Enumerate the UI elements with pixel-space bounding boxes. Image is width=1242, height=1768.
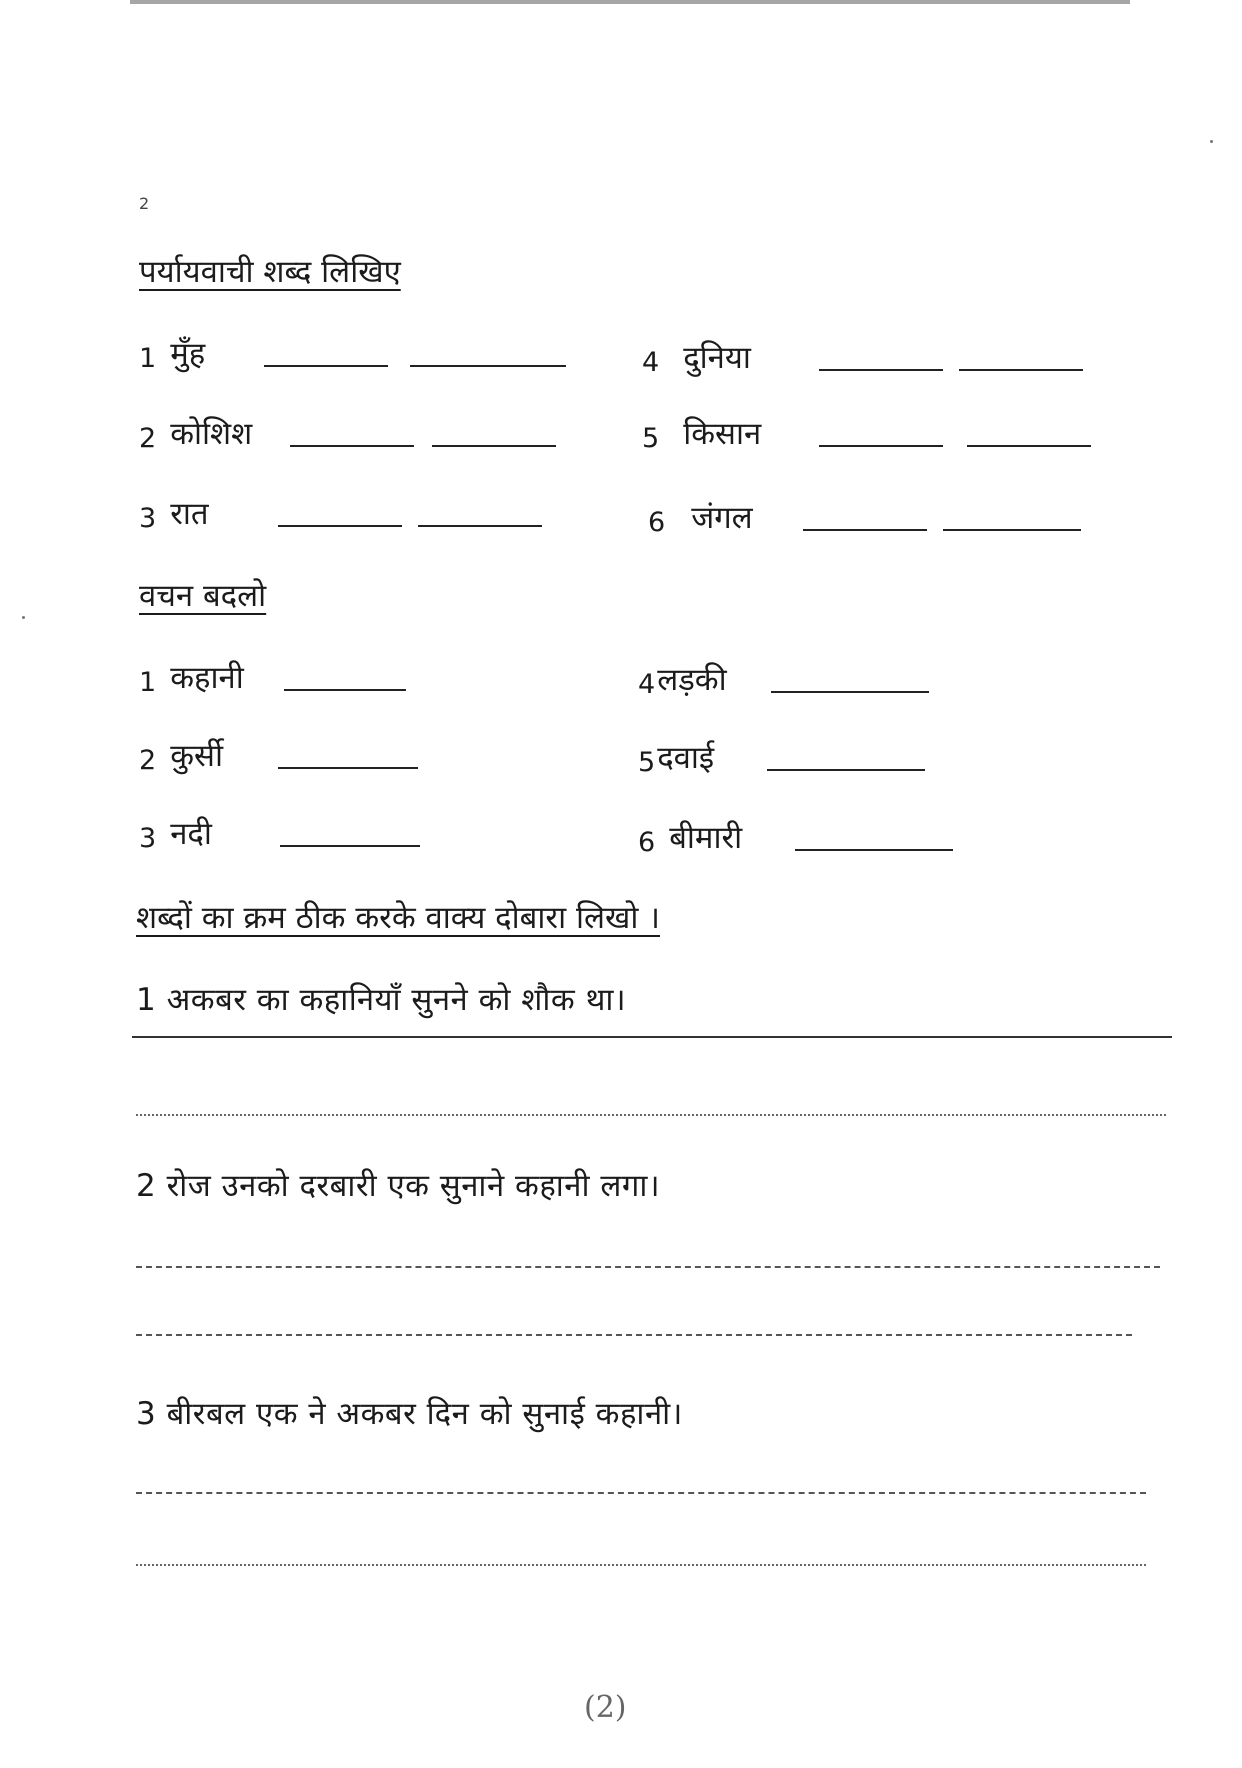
answer-line[interactable] <box>132 1036 1172 1038</box>
item-word: कहानी <box>170 660 244 696</box>
synonyms-heading: पर्यायवाची शब्द लिखिए <box>139 254 401 290</box>
item-number: 4 <box>642 347 660 378</box>
scan-top-edge <box>130 0 1130 4</box>
synonym-item-2 <box>139 412 556 454</box>
answer-blank-2[interactable] <box>410 365 566 367</box>
answer-blank[interactable] <box>795 849 953 851</box>
item-word: लड़की <box>657 662 727 698</box>
answer-blank-1[interactable] <box>819 369 943 371</box>
answer-line[interactable] <box>136 1564 1146 1566</box>
reorder-heading: शब्दों का क्रम ठीक करके वाक्य दोबारा लिखो । <box>136 900 660 936</box>
answer-blank-1[interactable] <box>278 525 402 527</box>
item-word: रात <box>170 496 209 532</box>
item-number: 5 <box>638 747 656 778</box>
plural-heading: वचन बदलो <box>139 578 267 614</box>
answer-blank[interactable] <box>280 845 420 847</box>
item-word: कुर्सी <box>170 738 223 774</box>
item-word: नदी <box>170 816 212 852</box>
item-word: किसान <box>683 416 762 452</box>
answer-line[interactable] <box>136 1334 1132 1336</box>
item-number: 3 <box>139 503 157 534</box>
item-word: कोशिश <box>170 416 253 452</box>
item-number: 1 <box>139 667 157 698</box>
footer-page-number: (2) <box>584 1690 627 1725</box>
plural-item-5 <box>638 736 925 778</box>
scan-speck <box>22 616 25 619</box>
reorder-sentence-2: 2 रोज उनको दरबारी एक सुनाने कहानी लगा। <box>136 1168 661 1204</box>
answer-blank[interactable] <box>284 689 406 691</box>
scan-speck <box>1210 140 1213 143</box>
plural-item-4 <box>638 658 929 700</box>
plural-item-3 <box>139 812 420 854</box>
synonym-item-5 <box>642 412 1091 454</box>
plural-item-2 <box>139 734 418 776</box>
reorder-sentence-3: 3 बीरबल एक ने अकबर दिन को सुनाई कहानी। <box>136 1396 683 1432</box>
item-word: दवाई <box>657 740 715 776</box>
answer-blank[interactable] <box>767 769 925 771</box>
answer-blank-2[interactable] <box>418 525 542 527</box>
item-number: 3 <box>139 823 157 854</box>
item-number: 6 <box>638 827 656 858</box>
synonym-item-3 <box>139 492 542 534</box>
item-word: बीमारी <box>669 820 743 856</box>
answer-blank-2[interactable] <box>967 445 1091 447</box>
answer-blank-1[interactable] <box>290 445 414 447</box>
reorder-sentence-1: 1 अकबर का कहानियाँ सुनने को शौक था। <box>136 982 627 1018</box>
synonym-item-4 <box>642 336 1083 378</box>
item-number: 6 <box>648 507 666 538</box>
answer-blank[interactable] <box>278 767 418 769</box>
answer-line[interactable] <box>136 1114 1166 1116</box>
answer-blank-1[interactable] <box>819 445 943 447</box>
answer-blank-2[interactable] <box>943 529 1081 531</box>
item-word: दुनिया <box>683 340 751 376</box>
answer-blank-2[interactable] <box>959 369 1083 371</box>
answer-blank-2[interactable] <box>432 445 556 447</box>
item-number: 2 <box>139 745 157 776</box>
corner-page-number: 2 <box>139 194 150 213</box>
answer-line[interactable] <box>136 1266 1160 1268</box>
answer-blank[interactable] <box>771 691 929 693</box>
synonym-item-1 <box>139 332 566 374</box>
item-number: 5 <box>642 423 660 454</box>
answer-blank-1[interactable] <box>264 365 388 367</box>
item-word: जंगल <box>691 500 753 536</box>
item-number: 4 <box>638 669 656 700</box>
plural-item-1 <box>139 656 406 698</box>
answer-blank-1[interactable] <box>803 529 927 531</box>
plural-item-6 <box>638 816 953 858</box>
answer-line[interactable] <box>136 1492 1146 1494</box>
item-number: 2 <box>139 423 157 454</box>
item-word: मुँह <box>170 336 206 372</box>
synonym-item-6 <box>648 496 1081 538</box>
item-number: 1 <box>139 343 157 374</box>
